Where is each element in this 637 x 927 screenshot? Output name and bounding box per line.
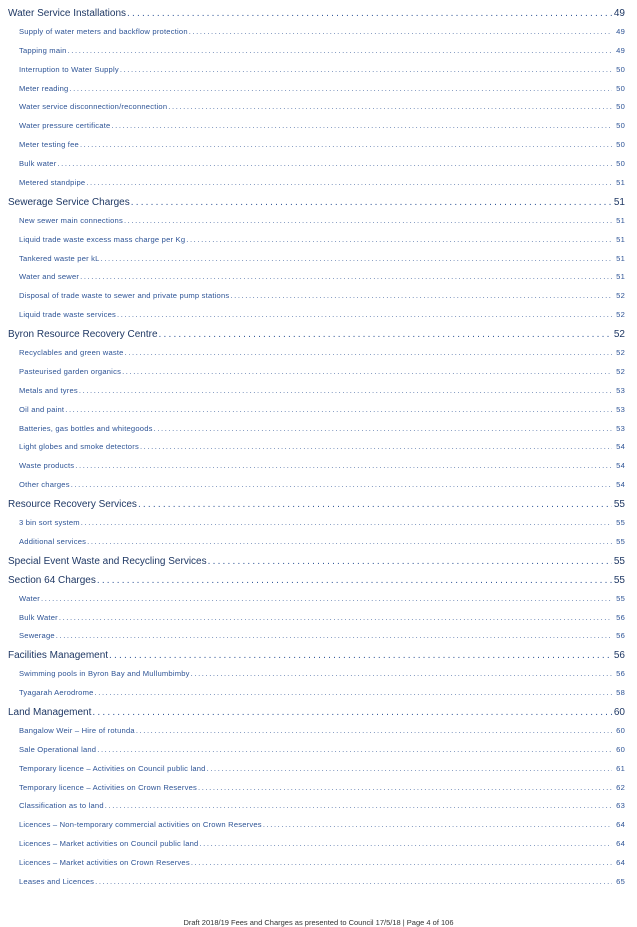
toc-entry-title: Licences – Market activities on Council public land bbox=[19, 839, 199, 849]
toc-entry-title: Resource Recovery Services bbox=[8, 499, 137, 511]
toc-entry-title: 3 bin sort system bbox=[19, 518, 80, 528]
toc-entry-link[interactable] bbox=[8, 688, 625, 707]
dot-leader bbox=[198, 783, 612, 792]
toc-page-number: 52 bbox=[616, 310, 625, 320]
toc-entry-title: Swimming pools in Byron Bay and Mullumbimby bbox=[19, 669, 190, 679]
toc-page-number: 56 bbox=[616, 631, 625, 641]
toc-entry-link[interactable] bbox=[8, 669, 625, 688]
dot-leader bbox=[124, 216, 612, 225]
toc-entry-title: Bangalow Weir – Hire of rotunda bbox=[19, 725, 135, 735]
toc-entry-title: Tyagarah Aerodrome bbox=[19, 688, 94, 698]
toc-entry-link[interactable] bbox=[8, 537, 625, 556]
dot-leader bbox=[109, 650, 612, 661]
dot-leader bbox=[111, 121, 612, 130]
toc-entry-link[interactable] bbox=[8, 839, 625, 858]
toc-page-number: 61 bbox=[616, 763, 625, 773]
dot-leader bbox=[117, 310, 612, 319]
toc-entry-link[interactable] bbox=[8, 405, 625, 424]
page-footer: Draft 2018/19 Fees and Charges as presented to Council 17/5/18 | Page 4 of 106 bbox=[183, 918, 454, 927]
toc-page-number: 56 bbox=[613, 650, 625, 662]
toc-entry-link[interactable] bbox=[8, 764, 625, 783]
toc-page-number: 60 bbox=[613, 706, 625, 718]
toc-entry-link[interactable] bbox=[8, 386, 625, 405]
toc-entry-link[interactable] bbox=[8, 235, 625, 254]
toc-page-number: 53 bbox=[616, 404, 625, 414]
toc-page-number: 51 bbox=[616, 272, 625, 282]
toc-entry-link[interactable] bbox=[8, 480, 625, 499]
toc-entry-title: Facilities Management bbox=[8, 650, 109, 662]
dot-leader bbox=[207, 764, 612, 773]
toc-page-number: 56 bbox=[616, 612, 625, 622]
toc-entry-title: Tankered waste per kL bbox=[19, 253, 100, 263]
dot-leader bbox=[189, 27, 612, 36]
toc-page-number: 56 bbox=[616, 669, 625, 679]
toc-entry-link[interactable] bbox=[8, 424, 625, 443]
toc-entry-title: Water service disconnection/reconnection bbox=[19, 102, 168, 112]
toc-entry-title: Licences – Non-temporary commercial activities on Crown Reserves bbox=[19, 820, 262, 830]
toc-entry-link[interactable] bbox=[8, 613, 625, 632]
toc-entry-link[interactable] bbox=[8, 46, 625, 65]
toc-entry-title: Water pressure certificate bbox=[19, 121, 111, 131]
toc-entry-link[interactable] bbox=[8, 518, 625, 537]
toc-page-number: 55 bbox=[616, 536, 625, 546]
toc-page-number: 54 bbox=[616, 461, 625, 471]
toc-entry-title: Pasteurised garden organics bbox=[19, 366, 122, 376]
dot-leader bbox=[69, 84, 612, 93]
toc-entry-link[interactable] bbox=[8, 801, 625, 820]
toc-entry-title: Temporary licence – Activities on Crown Reserves bbox=[19, 782, 197, 792]
toc-entry-link[interactable] bbox=[8, 877, 625, 896]
dot-leader bbox=[81, 518, 612, 527]
toc-entry-link[interactable] bbox=[8, 140, 625, 159]
toc-entry-title: Disposal of trade waste to sewer and private pump stations bbox=[19, 291, 230, 301]
dot-leader bbox=[68, 46, 612, 55]
toc-entry-link[interactable] bbox=[8, 631, 625, 650]
toc-entry-title: Light globes and smoke detectors bbox=[19, 442, 139, 452]
toc-entry-link[interactable] bbox=[8, 461, 625, 480]
toc-page-number: 64 bbox=[616, 820, 625, 830]
dot-leader bbox=[138, 499, 612, 510]
toc-page-number: 54 bbox=[616, 442, 625, 452]
toc-page-number: 58 bbox=[616, 688, 625, 698]
dot-leader bbox=[65, 405, 612, 414]
toc-entry-title: Classification as to land bbox=[19, 801, 104, 811]
dot-leader bbox=[230, 291, 612, 300]
toc-entry-title: Liquid trade waste excess mass charge per Kg bbox=[19, 234, 186, 244]
dot-leader bbox=[199, 839, 612, 848]
toc-entry-title: Sale Operational land bbox=[19, 744, 97, 754]
toc-entry-link[interactable] bbox=[8, 783, 625, 802]
toc-entry-title: Leases and Licences bbox=[19, 876, 95, 886]
toc-entry-title: Water bbox=[19, 593, 40, 603]
dot-leader bbox=[127, 8, 612, 19]
dot-leader bbox=[92, 707, 612, 718]
toc-page-number: 55 bbox=[616, 593, 625, 603]
toc-entry-link[interactable] bbox=[8, 820, 625, 839]
toc-entry-link[interactable] bbox=[8, 310, 625, 329]
toc-section-link[interactable] bbox=[8, 499, 625, 518]
dot-leader bbox=[191, 858, 612, 867]
toc-entry-title: Sewerage bbox=[19, 631, 55, 641]
toc-page-number: 55 bbox=[613, 499, 625, 511]
toc-page-number: 64 bbox=[616, 858, 625, 868]
toc-page-number: 60 bbox=[616, 744, 625, 754]
dot-leader bbox=[57, 159, 612, 168]
toc-page-number: 65 bbox=[616, 876, 625, 886]
toc-entry-title: Liquid trade waste services bbox=[19, 310, 116, 320]
toc-entry-link[interactable] bbox=[8, 594, 625, 613]
dot-leader bbox=[59, 613, 612, 622]
toc-entry-title: Special Event Waste and Recycling Services bbox=[8, 555, 207, 567]
toc-page-number: 50 bbox=[616, 140, 625, 150]
toc-entry-link[interactable] bbox=[8, 27, 625, 46]
toc-entry-title: Sewerage Service Charges bbox=[8, 196, 130, 208]
toc-entry-link[interactable] bbox=[8, 726, 625, 745]
toc-page-number: 49 bbox=[616, 45, 625, 55]
toc-entry-link[interactable] bbox=[8, 367, 625, 386]
dot-leader bbox=[120, 65, 612, 74]
toc-page-number: 63 bbox=[616, 801, 625, 811]
toc-page-number: 50 bbox=[616, 64, 625, 74]
dot-leader bbox=[191, 669, 612, 678]
dot-leader bbox=[79, 386, 612, 395]
table-of-contents bbox=[8, 8, 625, 896]
dot-leader bbox=[154, 424, 612, 433]
toc-entry-title: Meter testing fee bbox=[19, 140, 79, 150]
toc-entry-title: New sewer main connections bbox=[19, 215, 123, 225]
toc-section-link[interactable] bbox=[8, 575, 625, 594]
toc-page-number: 53 bbox=[616, 385, 625, 395]
toc-page-number: 50 bbox=[616, 102, 625, 112]
toc-page-number: 60 bbox=[616, 725, 625, 735]
toc-entry-link[interactable] bbox=[8, 254, 625, 273]
toc-section-link[interactable] bbox=[8, 329, 625, 348]
toc-page-number: 52 bbox=[613, 329, 625, 341]
dot-leader bbox=[208, 556, 612, 567]
toc-section-link[interactable] bbox=[8, 8, 625, 27]
toc-page-number: 51 bbox=[616, 253, 625, 263]
toc-page-number: 51 bbox=[616, 215, 625, 225]
dot-leader bbox=[159, 329, 612, 340]
toc-entry-title: Waste products bbox=[19, 461, 75, 471]
dot-leader bbox=[105, 801, 612, 810]
toc-entry-link[interactable] bbox=[8, 121, 625, 140]
toc-page-number: 54 bbox=[616, 480, 625, 490]
toc-page-number: 50 bbox=[616, 83, 625, 93]
dot-leader bbox=[56, 631, 612, 640]
toc-entry-title: Land Management bbox=[8, 706, 92, 718]
toc-entry-title: Metered standpipe bbox=[19, 178, 86, 188]
toc-section-link[interactable] bbox=[8, 556, 625, 575]
toc-entry-link[interactable] bbox=[8, 745, 625, 764]
toc-page-number: 52 bbox=[616, 366, 625, 376]
toc-entry-title: Supply of water meters and backflow protection bbox=[19, 26, 188, 36]
toc-entry-link[interactable] bbox=[8, 858, 625, 877]
toc-entry-title: Interruption to Water Supply bbox=[19, 64, 119, 74]
dot-leader bbox=[86, 178, 612, 187]
dot-leader bbox=[140, 442, 612, 451]
toc-entry-title: Batteries, gas bottles and whitegoods bbox=[19, 423, 153, 433]
toc-entry-title: Temporary licence – Activities on Council public land bbox=[19, 763, 206, 773]
toc-page-number: 52 bbox=[616, 348, 625, 358]
toc-entry-link[interactable] bbox=[8, 178, 625, 197]
toc-entry-link[interactable] bbox=[8, 216, 625, 235]
toc-entry-link[interactable] bbox=[8, 442, 625, 461]
toc-page-number: 55 bbox=[613, 555, 625, 567]
toc-page-number: 49 bbox=[616, 26, 625, 36]
toc-page-number: 49 bbox=[613, 8, 625, 19]
toc-entry-title: Recyclables and green waste bbox=[19, 348, 124, 358]
dot-leader bbox=[97, 745, 612, 754]
toc-section-link[interactable] bbox=[8, 197, 625, 216]
toc-entry-title: Metals and tyres bbox=[19, 385, 78, 395]
toc-page-number: 51 bbox=[616, 234, 625, 244]
dot-leader bbox=[186, 235, 612, 244]
dot-leader bbox=[80, 140, 612, 149]
toc-entry-title: Other charges bbox=[19, 480, 70, 490]
dot-leader bbox=[101, 254, 612, 263]
dot-leader bbox=[168, 102, 612, 111]
toc-entry-link[interactable] bbox=[8, 291, 625, 310]
dot-leader bbox=[263, 820, 612, 829]
toc-entry-title: Tapping main bbox=[19, 45, 67, 55]
toc-page-number: 50 bbox=[616, 121, 625, 131]
dot-leader bbox=[41, 594, 612, 603]
toc-entry-link[interactable] bbox=[8, 65, 625, 84]
dot-leader bbox=[87, 537, 612, 546]
dot-leader bbox=[125, 348, 612, 357]
toc-section-link[interactable] bbox=[8, 650, 625, 669]
toc-entry-link[interactable] bbox=[8, 84, 625, 103]
dot-leader bbox=[136, 726, 612, 735]
dot-leader bbox=[71, 480, 612, 489]
dot-leader bbox=[97, 575, 612, 586]
toc-page-number: 55 bbox=[613, 574, 625, 586]
toc-page-number: 50 bbox=[616, 159, 625, 169]
toc-entry-title: Bulk Water bbox=[19, 612, 58, 622]
dot-leader bbox=[131, 197, 612, 208]
toc-page-number: 64 bbox=[616, 839, 625, 849]
toc-entry-link[interactable] bbox=[8, 102, 625, 121]
toc-page-number: 52 bbox=[616, 291, 625, 301]
toc-entry-link[interactable] bbox=[8, 348, 625, 367]
toc-section-link[interactable] bbox=[8, 707, 625, 726]
toc-entry-title: Section 64 Charges bbox=[8, 574, 96, 586]
toc-page-number: 51 bbox=[613, 196, 625, 208]
toc-entry-title: Byron Resource Recovery Centre bbox=[8, 329, 158, 341]
dot-leader bbox=[95, 877, 612, 886]
toc-entry-link[interactable] bbox=[8, 159, 625, 178]
dot-leader bbox=[80, 272, 612, 281]
toc-entry-title: Meter reading bbox=[19, 83, 69, 93]
toc-entry-title: Bulk water bbox=[19, 159, 57, 169]
toc-entry-title: Water Service Installations bbox=[8, 8, 127, 19]
dot-leader bbox=[75, 461, 612, 470]
toc-entry-link[interactable] bbox=[8, 272, 625, 291]
toc-page-number: 51 bbox=[616, 178, 625, 188]
dot-leader bbox=[122, 367, 612, 376]
toc-entry-title: Water and sewer bbox=[19, 272, 80, 282]
toc-page-number: 53 bbox=[616, 423, 625, 433]
dot-leader bbox=[95, 688, 612, 697]
toc-entry-title: Additional services bbox=[19, 536, 87, 546]
toc-entry-title: Licences – Market activities on Crown Reserves bbox=[19, 858, 190, 868]
toc-page-number: 62 bbox=[616, 782, 625, 792]
toc-entry-title: Oil and paint bbox=[19, 404, 65, 414]
toc-page-number: 55 bbox=[616, 518, 625, 528]
